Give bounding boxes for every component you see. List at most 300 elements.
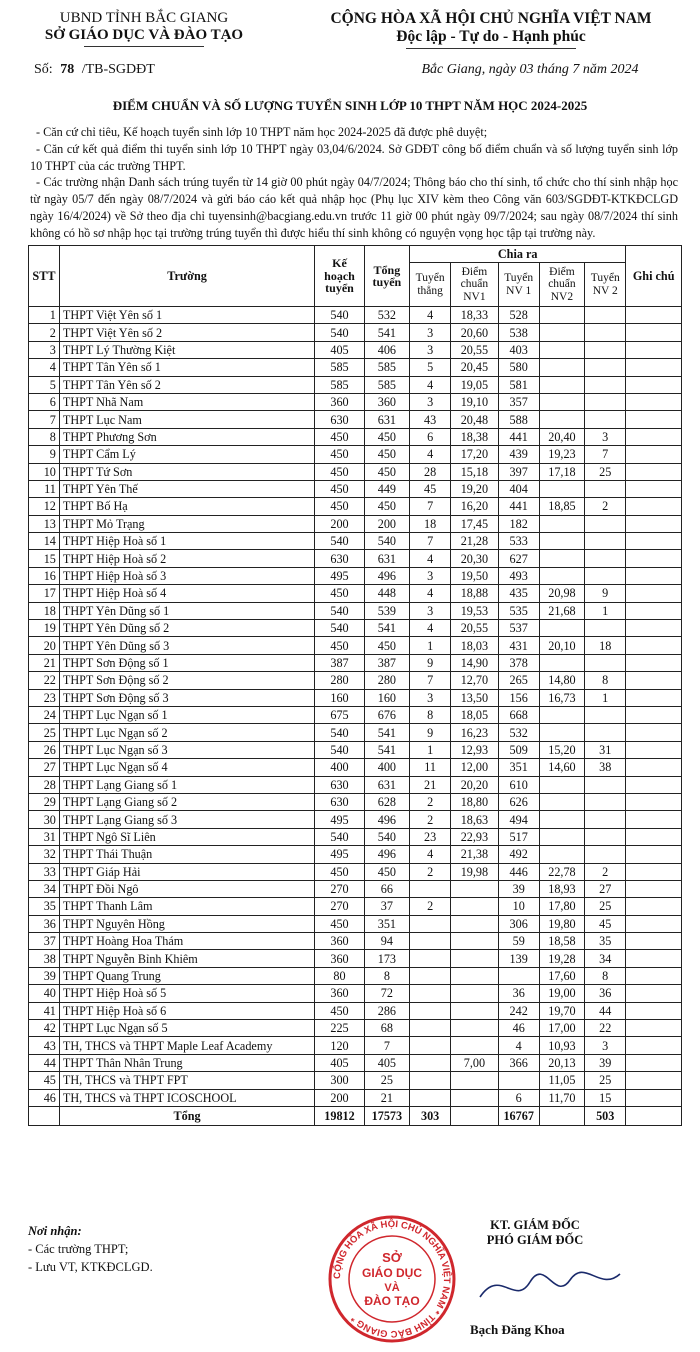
cell-cut1: 16,20	[451, 498, 498, 515]
cell-stt: 28	[29, 776, 60, 793]
table-row	[29, 637, 682, 654]
cell-direct: 2	[410, 793, 451, 810]
cell-direct: 6	[410, 428, 451, 445]
agency-line2: SỞ GIÁO DỤC VÀ ĐÀO TẠO	[44, 27, 244, 43]
cell-cut1	[451, 915, 498, 932]
cell-cut1: 20,55	[451, 341, 498, 358]
cell-cut2: 17,80	[539, 898, 584, 915]
cell-plan: 360	[315, 393, 364, 410]
cell-total: 496	[364, 846, 409, 863]
cell-total: 541	[364, 324, 409, 341]
cell-stt: 7	[29, 411, 60, 428]
cell-stt: 26	[29, 741, 60, 758]
cell-school: THPT Tứ Sơn	[59, 463, 314, 480]
cell-note	[626, 515, 682, 532]
cell-school: THPT Yên Dũng số 1	[59, 602, 314, 619]
cell-stt: 27	[29, 759, 60, 776]
cell-plan: 450	[315, 428, 364, 445]
table-row	[29, 933, 682, 950]
cell-nv1: 446	[498, 863, 539, 880]
cell-direct	[410, 880, 451, 897]
cell-cut1	[451, 1002, 498, 1019]
cell-nv1: 397	[498, 463, 539, 480]
cell-cut1: 12,93	[451, 741, 498, 758]
cell-cut2: 19,23	[539, 446, 584, 463]
cell-direct	[410, 915, 451, 932]
cell-stt: 25	[29, 724, 60, 741]
cell-total: 351	[364, 915, 409, 932]
cell-nv2	[585, 567, 626, 584]
cell-school: THPT Sơn Động số 2	[59, 672, 314, 689]
cell-direct: 4	[410, 846, 451, 863]
cell-school: THPT Mỏ Trạng	[59, 515, 314, 532]
cell-nv2: 45	[585, 915, 626, 932]
cell-nv2: 25	[585, 463, 626, 480]
table-row	[29, 915, 682, 932]
total-row	[29, 1106, 682, 1125]
cell-nv1: 494	[498, 811, 539, 828]
cell-total: 628	[364, 793, 409, 810]
table-row	[29, 985, 682, 1002]
cell-direct: 3	[410, 341, 451, 358]
cell-plan: 540	[315, 828, 364, 845]
cell-nv2	[585, 515, 626, 532]
cell-school: THPT Đồi Ngô	[59, 880, 314, 897]
cell-note	[626, 498, 682, 515]
cell-school: THPT Hiệp Hoà số 1	[59, 533, 314, 550]
cell-stt: 8	[29, 428, 60, 445]
cell-cut1: 18,88	[451, 585, 498, 602]
cell-plan: 450	[315, 863, 364, 880]
header-stt: STT	[29, 246, 60, 307]
cell-plan: 495	[315, 811, 364, 828]
header-plan: Kế hoạch tuyển	[315, 246, 364, 307]
cell-nv1: 441	[498, 428, 539, 445]
cell-nv1: 431	[498, 637, 539, 654]
cell-note	[626, 793, 682, 810]
cell-total: 676	[364, 706, 409, 723]
cell-school: THPT Lục Nam	[59, 411, 314, 428]
cell-nv1: 610	[498, 776, 539, 793]
cell-plan: 405	[315, 1054, 364, 1071]
cell-plan: 540	[315, 324, 364, 341]
cell-plan: 270	[315, 880, 364, 897]
table-row	[29, 620, 682, 637]
cell-note	[626, 672, 682, 689]
cell-cut2: 21,68	[539, 602, 584, 619]
cell-nv2: 2	[585, 498, 626, 515]
cell-direct	[410, 950, 451, 967]
cell-nv1: 627	[498, 550, 539, 567]
cell-stt: 1	[29, 307, 60, 324]
doc-no-label: Số:	[34, 62, 53, 77]
cell-note	[626, 811, 682, 828]
table-row	[29, 828, 682, 845]
cell-nv1: 357	[498, 393, 539, 410]
cell-direct: 11	[410, 759, 451, 776]
cell-total: 286	[364, 1002, 409, 1019]
cell-cut1	[451, 933, 498, 950]
table-row	[29, 967, 682, 984]
cell-note	[626, 585, 682, 602]
cell-nv2: 3	[585, 428, 626, 445]
cell-cut1: 20,60	[451, 324, 498, 341]
cell-total: 37	[364, 898, 409, 915]
cell-direct	[410, 1002, 451, 1019]
cell-direct: 4	[410, 585, 451, 602]
table-row	[29, 759, 682, 776]
cell-direct: 18	[410, 515, 451, 532]
cell-note	[626, 985, 682, 1002]
cell-stt: 2	[29, 324, 60, 341]
cell-direct	[410, 1072, 451, 1089]
cell-total: 541	[364, 724, 409, 741]
cell-stt: 21	[29, 654, 60, 671]
agency-rule	[84, 46, 204, 47]
cell-direct: 4	[410, 620, 451, 637]
cell-cut1: 20,48	[451, 411, 498, 428]
cell-stt: 40	[29, 985, 60, 1002]
cell-direct	[410, 1089, 451, 1106]
cell-nv2: 25	[585, 1072, 626, 1089]
cell-stt: 34	[29, 880, 60, 897]
cell-nv1: 493	[498, 567, 539, 584]
document-title: ĐIỂM CHUẨN VÀ SỐ LƯỢNG TUYỂN SINH LỚP 10 THPT NĂM HỌC 2024-2025	[112, 98, 588, 113]
cell-stt: 42	[29, 1020, 60, 1037]
cell-school: THPT Phương Sơn	[59, 428, 314, 445]
recipients-block	[28, 1222, 153, 1276]
cell-cut1: 14,90	[451, 654, 498, 671]
header-split: Chia ra	[410, 246, 626, 263]
cell-plan: 540	[315, 741, 364, 758]
stamp-text: GIÁO DỤC	[362, 1266, 422, 1280]
cell-school: THPT Yên Dũng số 3	[59, 637, 314, 654]
cell-nv1: 528	[498, 307, 539, 324]
cell-plan: 405	[315, 341, 364, 358]
cell-note	[626, 307, 682, 324]
cell-total: 631	[364, 776, 409, 793]
cell-cut2	[539, 846, 584, 863]
cell-plan: 450	[315, 585, 364, 602]
cell-cut2: 18,58	[539, 933, 584, 950]
cell-nv1: 242	[498, 1002, 539, 1019]
cell-note	[626, 446, 682, 463]
cell-cut1	[451, 1089, 498, 1106]
cell-stt: 6	[29, 393, 60, 410]
cell-cut2	[539, 706, 584, 723]
table-row	[29, 1089, 682, 1106]
cell-cut2	[539, 307, 584, 324]
cell-nv1: 509	[498, 741, 539, 758]
cell-cut2	[539, 567, 584, 584]
cell-school: THPT Thanh Lâm	[59, 898, 314, 915]
cell-plan: 160	[315, 689, 364, 706]
cell-note	[626, 706, 682, 723]
cell-plan: 540	[315, 533, 364, 550]
cell-plan: 80	[315, 967, 364, 984]
cell-nv2: 18	[585, 637, 626, 654]
nation-line1: CỘNG HÒA XÃ HỘI CHỦ NGHĨA VIỆT NAM	[330, 10, 652, 27]
cell-stt: 32	[29, 846, 60, 863]
cell-nv2: 44	[585, 1002, 626, 1019]
admission-table	[28, 245, 682, 1126]
cell-stt: 24	[29, 706, 60, 723]
cell-cut1	[451, 898, 498, 915]
cell-total: 450	[364, 428, 409, 445]
cell-note	[626, 1037, 682, 1054]
cell-plan: 450	[315, 915, 364, 932]
recipient-item: - Lưu VT, KTKĐCLGD.	[28, 1260, 153, 1274]
cell-school: TH, THCS và THPT ICOSCHOOL	[59, 1089, 314, 1106]
cell-cut1: 18,03	[451, 637, 498, 654]
cell-cut1: 18,33	[451, 307, 498, 324]
cell-note	[626, 967, 682, 984]
cell-direct: 4	[410, 307, 451, 324]
cell-note	[626, 567, 682, 584]
nation-header	[296, 10, 686, 49]
cell-nv1: 351	[498, 759, 539, 776]
table-row	[29, 672, 682, 689]
table-row	[29, 341, 682, 358]
cell-nv2	[585, 533, 626, 550]
cell-nv1: 59	[498, 933, 539, 950]
table-row	[29, 359, 682, 376]
cell-school: THPT Hoàng Hoa Thám	[59, 933, 314, 950]
table-row	[29, 411, 682, 428]
cell-note	[626, 828, 682, 845]
cell-school: THPT Nguyễn Bỉnh Khiêm	[59, 950, 314, 967]
cell-direct: 23	[410, 828, 451, 845]
stamp-text: ĐÀO TẠO	[364, 1294, 420, 1308]
cell-total: 68	[364, 1020, 409, 1037]
cell-school: TH, THCS và THPT Maple Leaf Academy	[59, 1037, 314, 1054]
cell-total: 66	[364, 880, 409, 897]
cell-note	[626, 724, 682, 741]
cell-cut2: 20,40	[539, 428, 584, 445]
cell-note	[626, 324, 682, 341]
cell-direct: 3	[410, 567, 451, 584]
cell-nv2	[585, 828, 626, 845]
cell-note	[626, 341, 682, 358]
cell-nv1: 588	[498, 411, 539, 428]
cell-cut2	[539, 533, 584, 550]
cell-nv2	[585, 654, 626, 671]
cell-stt: 44	[29, 1054, 60, 1071]
recipient-item: - Các trường THPT;	[28, 1242, 129, 1256]
table-row	[29, 741, 682, 758]
cell-nv2: 8	[585, 967, 626, 984]
signature-block	[400, 1218, 670, 1248]
table-row	[29, 602, 682, 619]
cell-nv1: 10	[498, 898, 539, 915]
cell-nv2	[585, 480, 626, 497]
cell-cut2: 17,00	[539, 1020, 584, 1037]
table-row	[29, 428, 682, 445]
cell-note	[626, 776, 682, 793]
cell-direct	[410, 933, 451, 950]
cell-nv2: 31	[585, 741, 626, 758]
cell-note	[626, 846, 682, 863]
cell-nv2: 34	[585, 950, 626, 967]
table-row	[29, 463, 682, 480]
cell-nv2	[585, 307, 626, 324]
cell-school: THPT Lục Ngạn số 1	[59, 706, 314, 723]
cell-nv2: 22	[585, 1020, 626, 1037]
cell-nv2	[585, 846, 626, 863]
cell-note	[626, 898, 682, 915]
cell-cut1: 19,10	[451, 393, 498, 410]
cell-nv2: 7	[585, 446, 626, 463]
cell-stt: 20	[29, 637, 60, 654]
cell-school: THPT Hiệp Hoà số 3	[59, 567, 314, 584]
cell-nv1: 265	[498, 672, 539, 689]
cell-total: 400	[364, 759, 409, 776]
cell-school: THPT Quang Trung	[59, 967, 314, 984]
table-row	[29, 567, 682, 584]
cell-nv2: 27	[585, 880, 626, 897]
cell-stt: 41	[29, 1002, 60, 1019]
agency-header	[14, 10, 274, 47]
cell-plan: 200	[315, 515, 364, 532]
table-row	[29, 811, 682, 828]
cell-plan: 585	[315, 376, 364, 393]
cell-plan: 630	[315, 550, 364, 567]
cell-plan: 495	[315, 567, 364, 584]
cell-cut1: 19,20	[451, 480, 498, 497]
sign-title: KT. GIÁM ĐỐC	[490, 1218, 580, 1232]
cell-direct	[410, 1020, 451, 1037]
cell-note	[626, 359, 682, 376]
cell-cut2	[539, 550, 584, 567]
cell-total: 540	[364, 533, 409, 550]
cell-note	[626, 393, 682, 410]
cell-cut1: 22,93	[451, 828, 498, 845]
cell-plan: 300	[315, 1072, 364, 1089]
cell-note	[626, 741, 682, 758]
cell-nv2	[585, 793, 626, 810]
cell-cut1: 19,50	[451, 567, 498, 584]
cell-stt: 46	[29, 1089, 60, 1106]
intro-paragraph: - Căn cứ kết quả điểm thi tuyển sinh lớp 10 THPT ngày 03,04/6/2024. Sở GDĐT công bố điểm chuẩn và số lượng tuyển sinh lớp 10 THPT của các trường THPT.	[30, 141, 678, 173]
cell-cut2	[539, 724, 584, 741]
cell-plan: 360	[315, 950, 364, 967]
cell-cut2	[539, 324, 584, 341]
cell-cut1: 19,05	[451, 376, 498, 393]
cell-school: THPT Lý Thường Kiệt	[59, 341, 314, 358]
cell-cut1: 15,18	[451, 463, 498, 480]
cell-total: 8	[364, 967, 409, 984]
cell-school: THPT Tân Yên số 2	[59, 376, 314, 393]
header-nv2: Tuyển NV 2	[585, 263, 626, 307]
cell-nv2	[585, 620, 626, 637]
cell-note	[626, 620, 682, 637]
table-row	[29, 724, 682, 741]
handwritten-signature	[470, 1262, 630, 1312]
intro-paragraph: - Các trường nhận Danh sách trúng tuyển từ 14 giờ 00 phút ngày 04/7/2024; Thông báo cho thí sinh, tổ chức cho thí sinh nhập học từ ngày 05/7 đến ngày 08/7/2024 và gửi báo cáo kết quả nhập học (Phụ lục XIV kèm theo Công văn 603/SGDĐT-KTKĐCLGD ngày 16/4/2024) về Sở theo địa chỉ tuyensinh@bacgiang.edu.vn trước 11 giờ 00 phút ngày 09/7/2024; sau ngày 08/7/2024 thí sinh không có hồ sơ nhập học tại trường trúng tuyển thì được hiểu thí sinh không có nguyện vọng học tập tại trường này.	[30, 175, 678, 240]
cell-stt: 11	[29, 480, 60, 497]
cell-direct: 8	[410, 706, 451, 723]
cell-nv2: 25	[585, 898, 626, 915]
cell-plan: 200	[315, 1089, 364, 1106]
cell-direct: 2	[410, 811, 451, 828]
cell-cut2: 18,85	[539, 498, 584, 515]
table-row	[29, 393, 682, 410]
cell-direct: 21	[410, 776, 451, 793]
cell-school: THPT Lạng Giang số 1	[59, 776, 314, 793]
cell-total: 450	[364, 463, 409, 480]
cell-school: THPT Thân Nhân Trung	[59, 1054, 314, 1071]
table-row	[29, 863, 682, 880]
cell-cut2	[539, 341, 584, 358]
cell-direct	[410, 1037, 451, 1054]
cell-cut2	[539, 654, 584, 671]
table-row	[29, 880, 682, 897]
cell-stt: 39	[29, 967, 60, 984]
cell-cut2: 11,70	[539, 1089, 584, 1106]
cell-school: THPT Hiệp Hoà số 4	[59, 585, 314, 602]
cell-nv1: 626	[498, 793, 539, 810]
header-nv1: Tuyển NV 1	[498, 263, 539, 307]
cell-nv1: 537	[498, 620, 539, 637]
cell-stt: 31	[29, 828, 60, 845]
cell-nv2: 9	[585, 585, 626, 602]
cell-nv1	[498, 1072, 539, 1089]
cell-nv2: 39	[585, 1054, 626, 1071]
cell-stt: 22	[29, 672, 60, 689]
cell-nv1: 4	[498, 1037, 539, 1054]
cell-cut2: 18,93	[539, 880, 584, 897]
cell-plan: 630	[315, 776, 364, 793]
cell-plan: 450	[315, 498, 364, 515]
cell-cut1: 12,70	[451, 672, 498, 689]
cell-cut2	[539, 811, 584, 828]
table-row	[29, 1020, 682, 1037]
cell-stt: 43	[29, 1037, 60, 1054]
cell-school: THPT Yên Dũng số 2	[59, 620, 314, 637]
stamp-text: VÀ	[384, 1282, 400, 1294]
cell-cut2	[539, 393, 584, 410]
cell-nv2: 35	[585, 933, 626, 950]
cell-plan: 360	[315, 933, 364, 950]
cell-school: THPT Nhã Nam	[59, 393, 314, 410]
cell-cut2: 10,93	[539, 1037, 584, 1054]
cell-total: 450	[364, 863, 409, 880]
cell-cut1	[451, 1072, 498, 1089]
intro-text	[30, 124, 678, 242]
cell-plan: 280	[315, 672, 364, 689]
stamp-ring-text: CỘNG HÒA XÃ HỘI CHỦ NGHĨA VIỆT NAM * TỈNH BẮC GIANG *	[331, 1218, 453, 1340]
cell-note	[626, 533, 682, 550]
cell-nv1: 46	[498, 1020, 539, 1037]
cell-nv1: 404	[498, 480, 539, 497]
table-row	[29, 585, 682, 602]
cell-plan: 540	[315, 620, 364, 637]
cell-nv1: 580	[498, 359, 539, 376]
cell-school: TH, THCS và THPT FPT	[59, 1072, 314, 1089]
cell-plan: 585	[315, 359, 364, 376]
cell-stt: 9	[29, 446, 60, 463]
cell-stt: 4	[29, 359, 60, 376]
cell-nv1: 378	[498, 654, 539, 671]
cell-school: THPT Hiệp Hoà số 2	[59, 550, 314, 567]
table-row	[29, 846, 682, 863]
table-row	[29, 480, 682, 497]
cell-direct	[410, 985, 451, 1002]
cell-note	[626, 880, 682, 897]
cell-plan: 540	[315, 724, 364, 741]
cell-total: 450	[364, 637, 409, 654]
cell-total: 496	[364, 567, 409, 584]
